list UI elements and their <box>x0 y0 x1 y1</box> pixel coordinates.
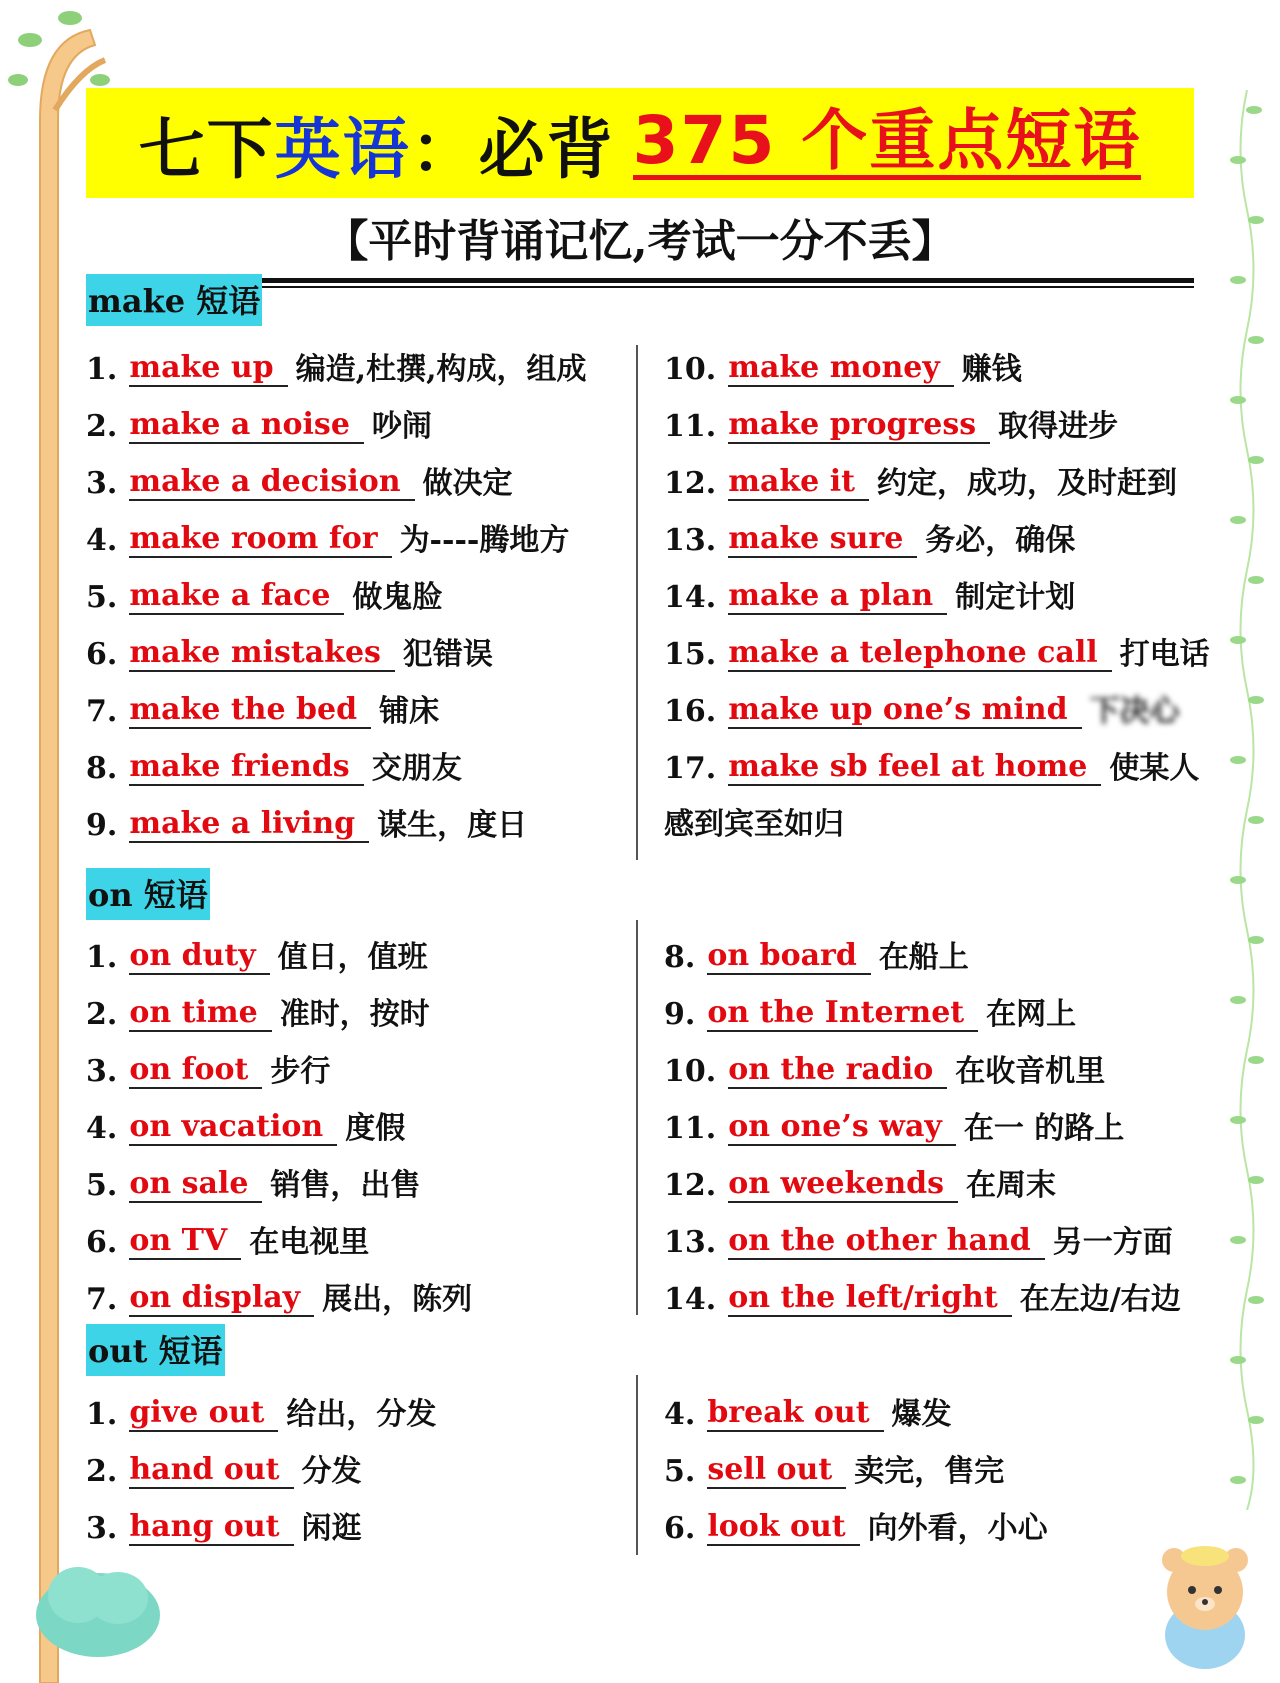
phrase-text: make a living <box>129 807 369 844</box>
item-number: 12. <box>664 1168 717 1203</box>
item-number: 17. <box>664 751 717 786</box>
phrase-item <box>86 672 646 729</box>
phrase-meaning: 在周末 <box>966 1167 1057 1203</box>
item-number: 5. <box>664 1454 696 1489</box>
phrase-meaning: 谋生，度日 <box>377 807 528 843</box>
item-number: 3. <box>86 1511 118 1546</box>
phrase-item <box>86 786 646 843</box>
item-number: 5. <box>86 1168 118 1203</box>
phrase-item <box>664 1089 1204 1146</box>
vine-decoration <box>1224 90 1270 1510</box>
item-number: 7. <box>86 694 118 729</box>
phrase-item <box>86 615 646 672</box>
phrase-meaning: 铺床 <box>379 693 440 729</box>
item-number: 3. <box>86 1054 118 1089</box>
phrase-text: on time <box>129 996 271 1033</box>
phrase-text: on duty <box>129 939 269 976</box>
phrase-meaning: 约定，成功，及时赶到 <box>876 465 1177 501</box>
phrase-text: make a face <box>129 579 344 616</box>
item-number: 2. <box>86 409 118 444</box>
phrase-item <box>86 1146 646 1203</box>
phrase-meaning: 给出，分发 <box>286 1396 437 1432</box>
item-number: 5. <box>86 580 118 615</box>
phrase-meaning: 使某人 <box>1109 750 1200 786</box>
phrase-meaning: 交朋友 <box>371 750 462 786</box>
phrase-meaning: 打电话 <box>1119 636 1210 672</box>
phrase-meaning-continuation: 感到宾至如归 <box>664 807 844 842</box>
phrase-text: on board <box>707 939 870 976</box>
phrase-text: on vacation <box>129 1110 337 1147</box>
phrase-text: make up one’s mind <box>728 693 1081 730</box>
phrase-item <box>664 672 1204 729</box>
phrase-meaning: 在船上 <box>878 939 969 975</box>
bear-icon <box>1140 1530 1270 1675</box>
phrase-meaning: 下决心 <box>1089 693 1180 729</box>
title-part-must: ：必背 <box>410 110 615 188</box>
phrase-text: give out <box>129 1396 278 1433</box>
item-number: 12. <box>664 466 717 501</box>
phrase-meaning: 取得进步 <box>998 408 1119 444</box>
page-subtitle: 【平时背诵记忆,考试一分不丢】 <box>324 216 956 267</box>
phrase-text: on TV <box>129 1224 241 1261</box>
phrase-text: make the bed <box>129 693 371 730</box>
phrase-meaning: 做决定 <box>422 465 513 501</box>
phrase-text: make sure <box>728 522 917 559</box>
phrase-text: make progress <box>728 408 990 445</box>
bush-decoration <box>28 1540 168 1660</box>
item-number: 2. <box>86 1454 118 1489</box>
phrase-meaning: 在网上 <box>986 996 1077 1032</box>
phrase-item <box>664 1260 1204 1317</box>
phrase-meaning: 卖完，售完 <box>854 1453 1005 1489</box>
phrase-item <box>86 729 646 786</box>
phrase-text: make money <box>728 351 954 388</box>
phrase-meaning: 度假 <box>345 1110 406 1146</box>
phrase-text: make mistakes <box>129 636 395 673</box>
item-number: 7. <box>86 1282 118 1317</box>
phrase-meaning: 展出，陈列 <box>322 1281 473 1317</box>
phrase-meaning: 另一方面 <box>1052 1224 1173 1260</box>
phrase-meaning: 制定计划 <box>955 579 1076 615</box>
phrase-item <box>86 330 646 387</box>
item-number: 3. <box>86 466 118 501</box>
phrase-meaning: 犯错误 <box>402 636 493 672</box>
phrase-text: on weekends <box>728 1167 958 1204</box>
phrase-text: make a decision <box>129 465 414 502</box>
title-banner <box>86 88 1194 198</box>
phrase-text: hang out <box>129 1510 293 1547</box>
phrase-item <box>86 918 646 975</box>
phrase-item <box>86 1489 646 1546</box>
phrase-item <box>86 444 646 501</box>
item-number: 9. <box>664 997 696 1032</box>
phrase-text: make sb feel at home <box>728 750 1101 787</box>
item-number: 10. <box>664 1054 717 1089</box>
item-number: 9. <box>86 808 118 843</box>
phrase-item <box>86 1089 646 1146</box>
item-number: 16. <box>664 694 717 729</box>
phrase-item <box>86 501 646 558</box>
phrase-item <box>664 330 1204 387</box>
phrase-item <box>664 1203 1204 1260</box>
phrase-item <box>86 387 646 444</box>
item-number: 6. <box>86 1225 118 1260</box>
phrase-item <box>664 1489 1204 1546</box>
phrase-item <box>664 501 1204 558</box>
phrase-text: on one’s way <box>728 1110 956 1147</box>
phrase-item <box>86 558 646 615</box>
phrase-item <box>664 558 1204 615</box>
phrase-meaning: 为----腾地方 <box>399 522 570 558</box>
phrase-item <box>664 1375 1204 1432</box>
phrase-item <box>664 1432 1204 1489</box>
phrase-meaning: 务必，确保 <box>925 522 1076 558</box>
section-tag-out: out 短语 <box>86 1324 225 1376</box>
title-part-count: 375 个重点短语 <box>632 101 1142 179</box>
item-number: 2. <box>86 997 118 1032</box>
on-right-list <box>664 918 1204 1317</box>
out-right-list <box>664 1375 1204 1546</box>
phrase-text: make room for <box>129 522 391 559</box>
phrase-meaning: 向外看，小心 <box>867 1510 1048 1546</box>
item-number: 13. <box>664 523 717 558</box>
phrase-meaning: 在收音机里 <box>955 1053 1106 1089</box>
phrase-text: on foot <box>129 1053 262 1090</box>
section-tag-on: on 短语 <box>86 868 210 920</box>
phrase-item <box>664 918 1204 975</box>
out-left-list <box>86 1375 646 1546</box>
phrase-meaning: 爆发 <box>891 1396 952 1432</box>
phrase-meaning: 赚钱 <box>961 351 1022 387</box>
item-number: 11. <box>664 1111 717 1146</box>
phrase-meaning: 在一 的路上 <box>963 1110 1125 1146</box>
phrase-text: on the Internet <box>707 996 978 1033</box>
item-number: 11. <box>664 409 717 444</box>
phrase-text: on display <box>129 1281 314 1318</box>
phrase-text: on the other hand <box>728 1224 1045 1261</box>
item-number: 8. <box>664 940 696 975</box>
item-number: 4. <box>86 1111 118 1146</box>
item-number: 1. <box>86 352 118 387</box>
phrase-text: on the radio <box>728 1053 947 1090</box>
item-number: 15. <box>664 637 717 672</box>
item-number: 4. <box>664 1397 696 1432</box>
item-number: 8. <box>86 751 118 786</box>
phrase-text: sell out <box>707 1453 846 1490</box>
make-right-list <box>664 330 1210 843</box>
on-left-list <box>86 918 646 1317</box>
phrase-text: make it <box>728 465 869 502</box>
make-left-list <box>86 330 646 843</box>
phrase-meaning: 闲逛 <box>301 1510 362 1546</box>
phrase-text: on the left/right <box>728 1281 1012 1318</box>
phrase-meaning: 做鬼脸 <box>352 579 443 615</box>
item-number: 4. <box>86 523 118 558</box>
phrase-item <box>86 1260 646 1317</box>
item-number: 1. <box>86 940 118 975</box>
phrase-text: hand out <box>129 1453 293 1490</box>
item-number: 13. <box>664 1225 717 1260</box>
title-part-grade: 七下 <box>138 110 275 188</box>
phrase-text: on sale <box>129 1167 262 1204</box>
phrase-meaning: 在电视里 <box>249 1224 370 1260</box>
phrase-meaning: 销售，出售 <box>270 1167 421 1203</box>
item-number: 14. <box>664 1282 717 1317</box>
phrase-item <box>664 387 1204 444</box>
item-number: 6. <box>86 637 118 672</box>
phrase-item <box>86 1203 646 1260</box>
phrase-text: make a noise <box>129 408 364 445</box>
item-number: 14. <box>664 580 717 615</box>
phrase-item <box>86 1375 646 1432</box>
phrase-item <box>86 1432 646 1489</box>
phrase-meaning: 值日，值班 <box>277 939 428 975</box>
phrase-text: make friends <box>129 750 363 787</box>
phrase-meaning: 准时，按时 <box>279 996 430 1032</box>
phrase-item <box>664 1032 1204 1089</box>
phrase-text: make a telephone call <box>728 636 1111 673</box>
phrase-meaning: 步行 <box>270 1053 331 1089</box>
phrase-item <box>664 1146 1204 1203</box>
phrase-text: break out <box>707 1396 883 1433</box>
item-number: 10. <box>664 352 717 387</box>
item-number: 1. <box>86 1397 118 1432</box>
phrase-item <box>86 1032 646 1089</box>
phrase-meaning: 分发 <box>301 1453 362 1489</box>
phrase-item <box>664 975 1204 1032</box>
phrase-text: make up <box>129 351 287 388</box>
title-part-subject: 英语 <box>274 110 411 188</box>
phrase-item <box>664 729 1204 786</box>
phrase-text: make a plan <box>728 579 947 616</box>
item-number: 6. <box>664 1511 696 1546</box>
phrase-text: look out <box>707 1510 859 1547</box>
phrase-meaning: 吵闹 <box>371 408 432 444</box>
section-tag-make: make 短语 <box>86 274 262 326</box>
phrase-item <box>664 444 1204 501</box>
phrase-item <box>86 975 646 1032</box>
phrase-item <box>664 615 1210 672</box>
phrase-meaning: 在左边/右边 <box>1019 1281 1181 1317</box>
phrase-meaning: 编造,杜撰,构成，组成 <box>295 351 587 387</box>
